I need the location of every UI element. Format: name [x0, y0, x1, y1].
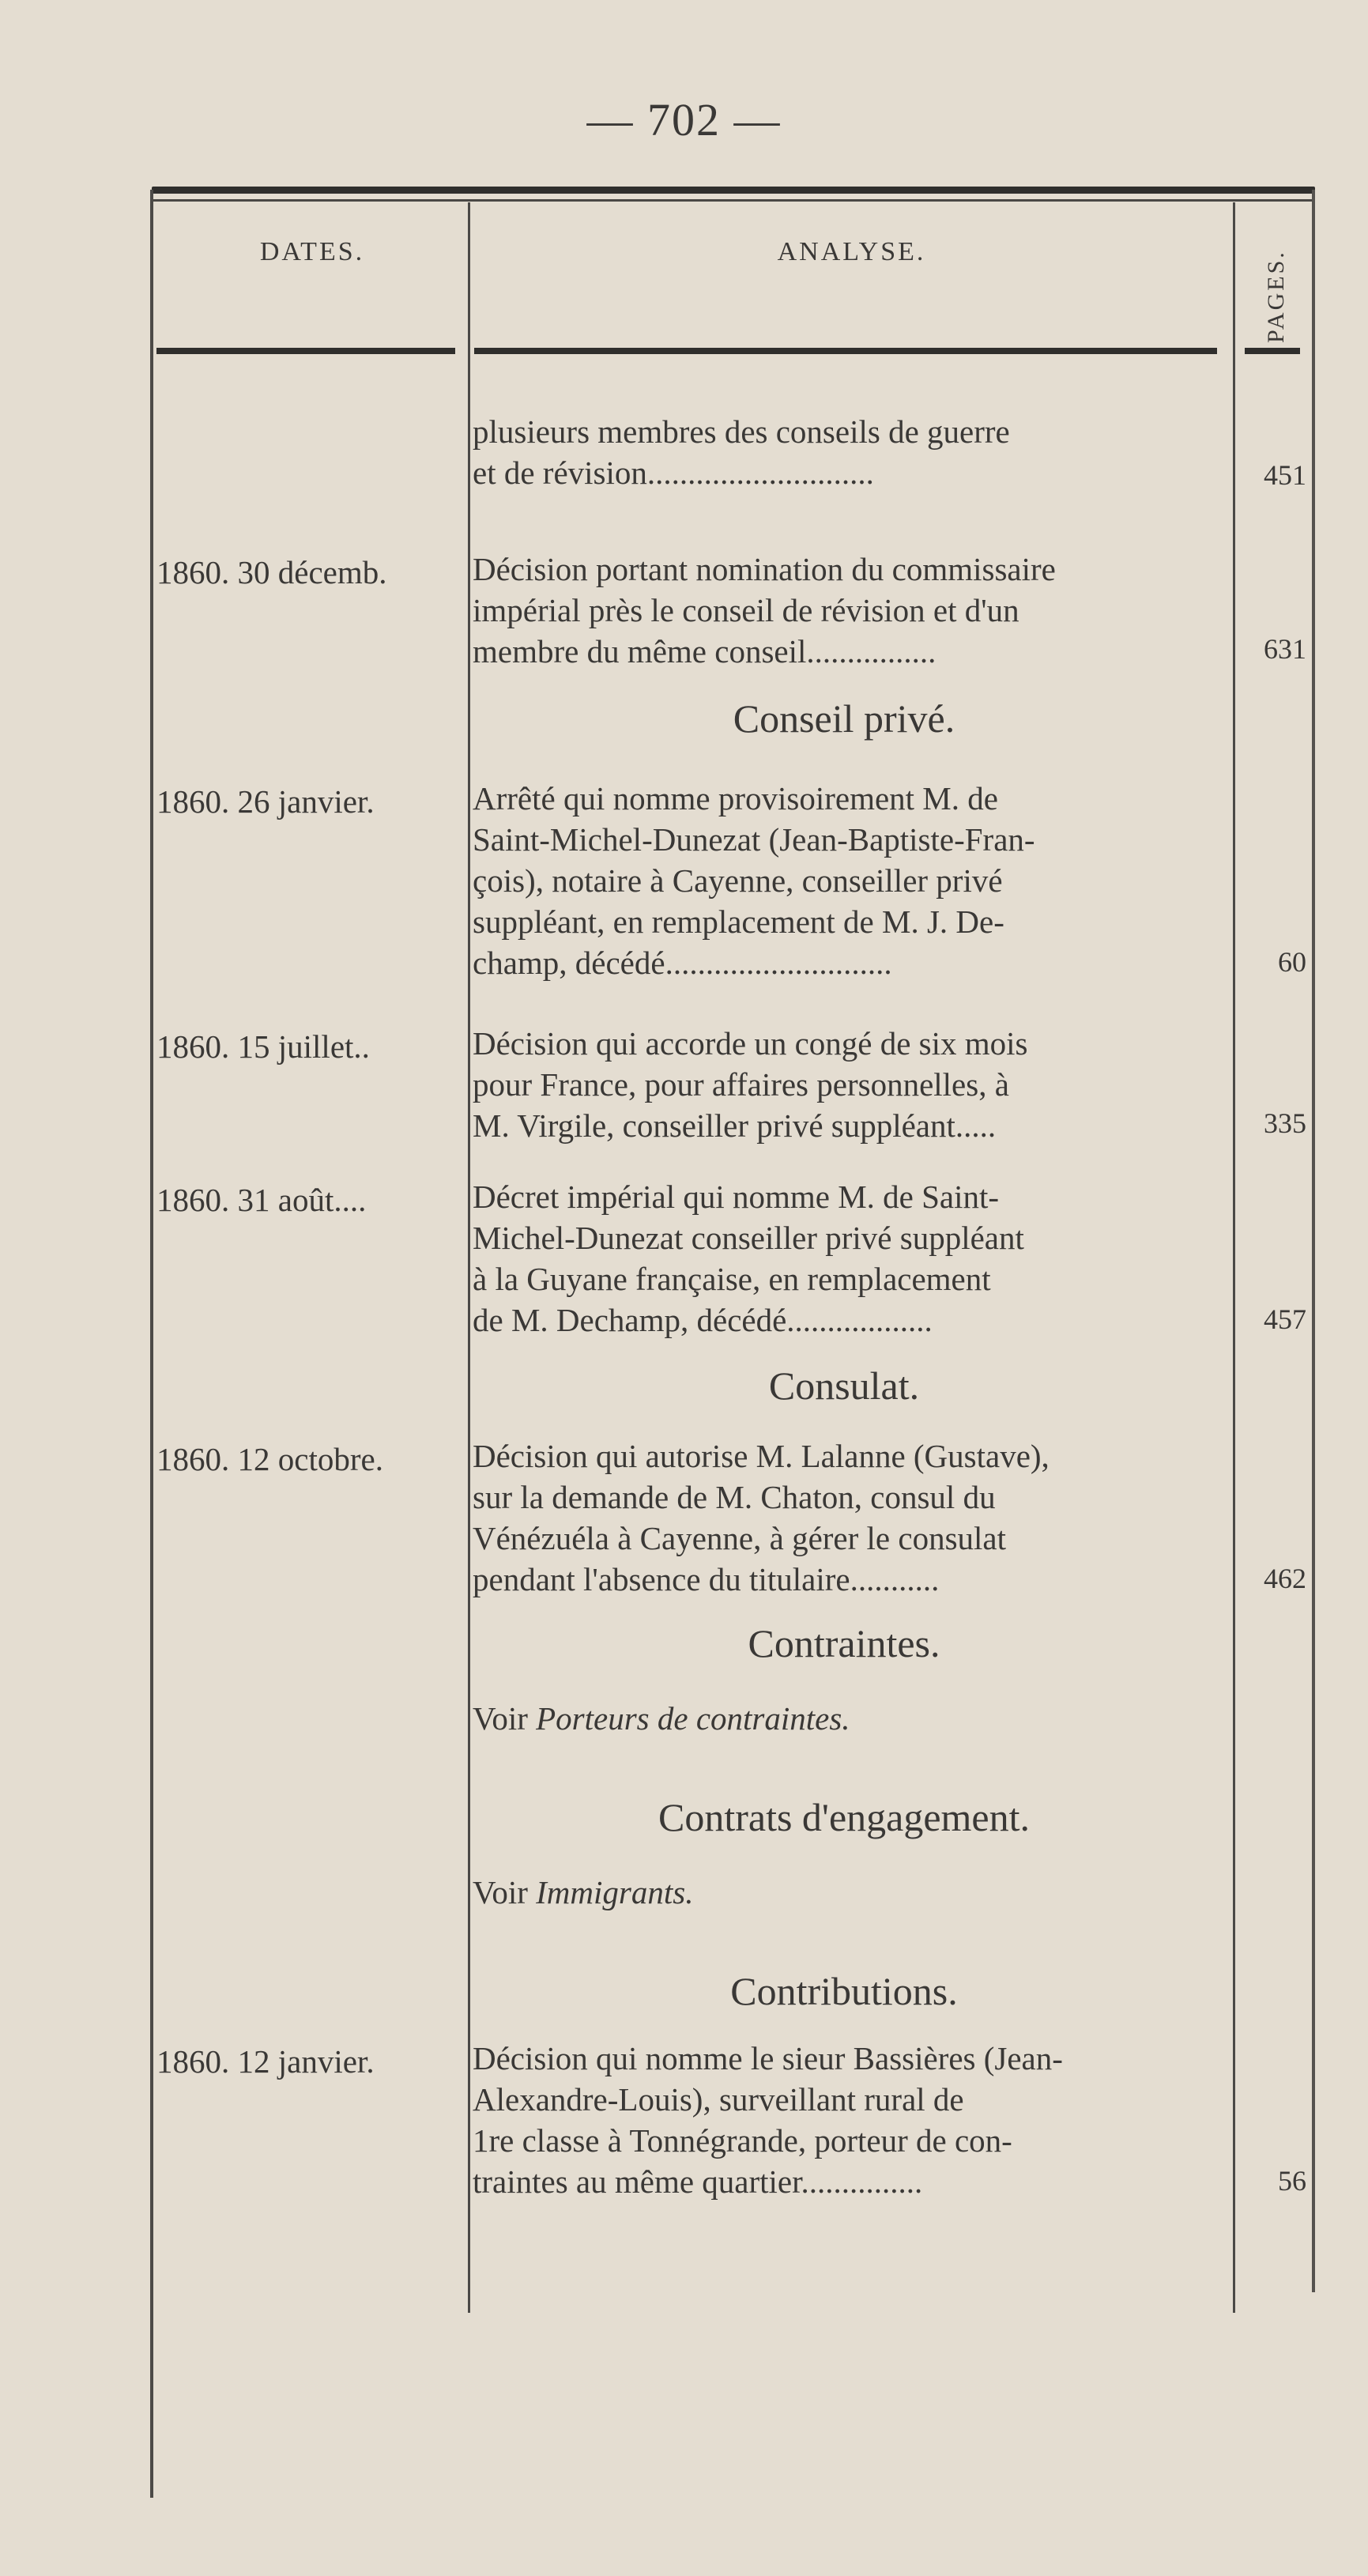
entry-line: Décision qui autorise M. Lalanne (Gustave), [473, 1438, 1050, 1474]
entry-line: impérial près le conseil de révision et d'un [473, 592, 1019, 628]
entry-date: 1860. 31 août.... [156, 1182, 367, 1218]
frame-left-border [150, 190, 153, 2498]
entry-text [473, 778, 1215, 983]
section-contributions: Contributions. [730, 1969, 958, 2013]
column-separator-dates [468, 202, 470, 2313]
entry-date: 1860. 26 janvier. [156, 783, 375, 820]
entry-line: 1re classe à Tonnégrande, porteur de con- [473, 2122, 1012, 2159]
entry-line: Décret impérial qui nomme M. de Saint- [473, 1179, 1000, 1215]
entry-text [473, 411, 1215, 493]
entry-line: à la Guyane française, en remplacement [473, 1261, 991, 1297]
entry-line: pour France, pour affaires personnelles, à [473, 1066, 1009, 1103]
entry-line: Alexandre-Louis), surveillant rural de [473, 2081, 964, 2118]
header-rule-dates [156, 348, 455, 354]
page-number: — 702 — [586, 94, 782, 145]
frame-right-border [1312, 190, 1315, 2292]
section-conseil-prive: Conseil privé. [733, 696, 955, 741]
entry-date: 1860. 12 janvier. [156, 2043, 375, 2080]
entry-line: Michel-Dunezat conseiller privé suppléant [473, 1220, 1024, 1256]
section-contrats-engagement: Contrats d'engagement. [658, 1795, 1030, 1839]
see-reference-contraintes: Voir Porteurs de contraintes. [473, 1700, 850, 1737]
entry-text [473, 549, 1215, 672]
entry-page: 60 [1278, 946, 1306, 978]
entry-page: 462 [1264, 1563, 1306, 1594]
entry-line: Vénézuéla à Cayenne, à gérer le consulat [473, 1520, 1006, 1556]
entry-page: 335 [1264, 1107, 1306, 1139]
entry-line: Arrêté qui nomme provisoirement M. de [473, 780, 998, 817]
section-consulat: Consulat. [768, 1363, 920, 1408]
entry-line: Décision qui nomme le sieur Bassières (Jean- [473, 2040, 1063, 2076]
entry-line: suppléant, en remplacement de M. J. De- [473, 903, 1004, 940]
entry-line: membre du même conseil................ [473, 633, 936, 669]
top-rule-thin [152, 199, 1315, 202]
entry-text [473, 2038, 1215, 2202]
entry-line: et de révision............................ [473, 454, 874, 491]
entry-line: plusieurs membres des conseils de guerre [473, 413, 1010, 450]
entry-text [473, 1023, 1215, 1146]
entry-page: 56 [1278, 2165, 1306, 2197]
section-contraintes: Contraintes. [748, 1621, 940, 1665]
column-separator-pages [1233, 202, 1235, 2313]
header-pages: PAGES. [1263, 250, 1289, 343]
entry-text [473, 1435, 1215, 1600]
entry-text [473, 1176, 1215, 1341]
entry-date: 1860. 15 juillet.. [156, 1028, 370, 1065]
header-dates: DATES. [259, 237, 365, 266]
entry-date: 1860. 12 octobre. [156, 1441, 383, 1477]
see-reference-contrats: Voir Immigrants. [473, 1874, 694, 1910]
top-rule [152, 187, 1315, 194]
header-rule-analyse [474, 348, 1217, 354]
entry-line: Saint-Michel-Dunezat (Jean-Baptiste-Fran- [473, 821, 1035, 858]
entry-line: Décision portant nomination du commissaire [473, 551, 1056, 587]
entry-line: Décision qui accorde un congé de six mois [473, 1025, 1028, 1062]
entry-line: M. Virgile, conseiller privé suppléant..... [473, 1107, 997, 1144]
entry-line: pendant l'absence du titulaire........... [473, 1561, 940, 1597]
entry-page: 631 [1264, 633, 1306, 665]
entry-line: traintes au même quartier............... [473, 2163, 923, 2200]
entry-line: sur la demande de M. Chaton, consul du [473, 1479, 996, 1515]
entry-page: 457 [1264, 1303, 1306, 1335]
header-rule-pages [1245, 348, 1300, 354]
entry-date: 1860. 30 décemb. [156, 554, 387, 590]
entry-page: 451 [1264, 459, 1306, 491]
entry-line: çois), notaire à Cayenne, conseiller privé [473, 862, 1003, 899]
entry-line: de M. Dechamp, décédé.................. [473, 1302, 933, 1338]
header-analyse: ANALYSE. [777, 237, 926, 266]
entry-line: champ, décédé............................ [473, 945, 892, 981]
